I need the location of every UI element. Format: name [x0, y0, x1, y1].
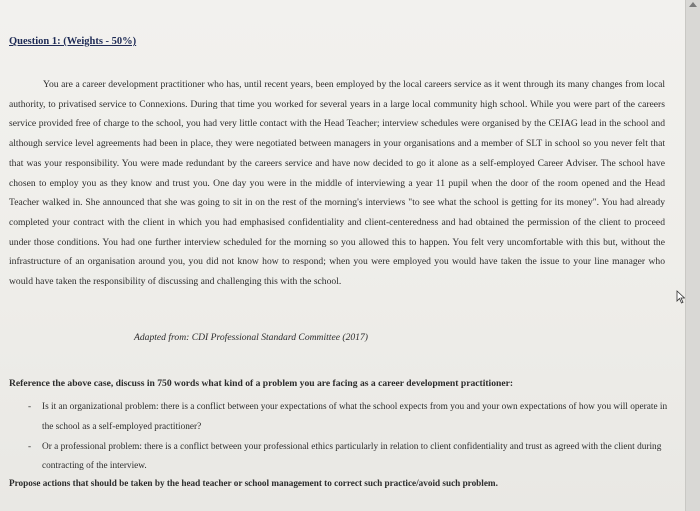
source-credit: Adapted from: CDI Professional Standard Committee (2017) — [134, 332, 368, 343]
case-study-paragraph: You are a career development practitioner who has, until recent years, been employed by the local careers service as it went through its many changes from local authority, to privatised service to Connexions. During that time you worked for several years in a large local community high school. While you were part of the careers service provided free of charge to the school, you had very little contact with the Head Teacher; interview schedules were organised by the CEIAG lead in the school and although service level agreements had been in place, they were negotiated between managers in your organisations and a member of SLT in school so you never felt that that was your responsibility. You were made redundant by the careers service and have now decided to go it alone as a self-employed Career Adviser. The school have chosen to employ you as they know and trust you. One day you were in the middle of interviewing a year 11 pupil when the door of the room opened and the Head Teacher walked in. She announced that she was going to sit in on the rest of the morning's interviews "to see what the school is getting for its money". You had already completed your contract with the client in which you had emphasised confidentiality and client-centeredness and had obtained the permission of the client to proceed under those conditions. You had one further interview scheduled for the morning so you allowed this to happen. You felt very uncomfortable with this but, without the infrastructure of an organisation around you, you did not know how to respond; when you were employed you would have taken the issue to your line manager who would have taken the responsibility of discussing and challenging this with the school. — [9, 79, 665, 288]
vertical-scrollbar[interactable] — [685, 0, 700, 511]
question-bullets — [28, 398, 668, 477]
question-heading: Question 1: (Weights - 50%) — [9, 36, 137, 47]
bullet-professional: - Or a professional problem: there is a conflict between your professional ethics particularly in relation to client confidentiality and trust as agreed with the client during contracting of the interview. — [28, 438, 668, 478]
bullet-organizational: - Is it an organizational problem: there is a conflict between your expectations of what the school expects from you and your own expectations of how you will operate in the school as a self-employed practitioner? — [28, 398, 668, 438]
scroll-up-arrow-icon[interactable] — [689, 2, 697, 7]
case-study-text — [9, 75, 665, 292]
propose-actions-prompt: Propose actions that should be taken by the head teacher or school management to correct such practice/avoid such problem. — [9, 478, 498, 488]
question-prompt: Reference the above case, discuss in 750 words what kind of a problem you are facing as a career development practitioner: — [9, 378, 514, 389]
